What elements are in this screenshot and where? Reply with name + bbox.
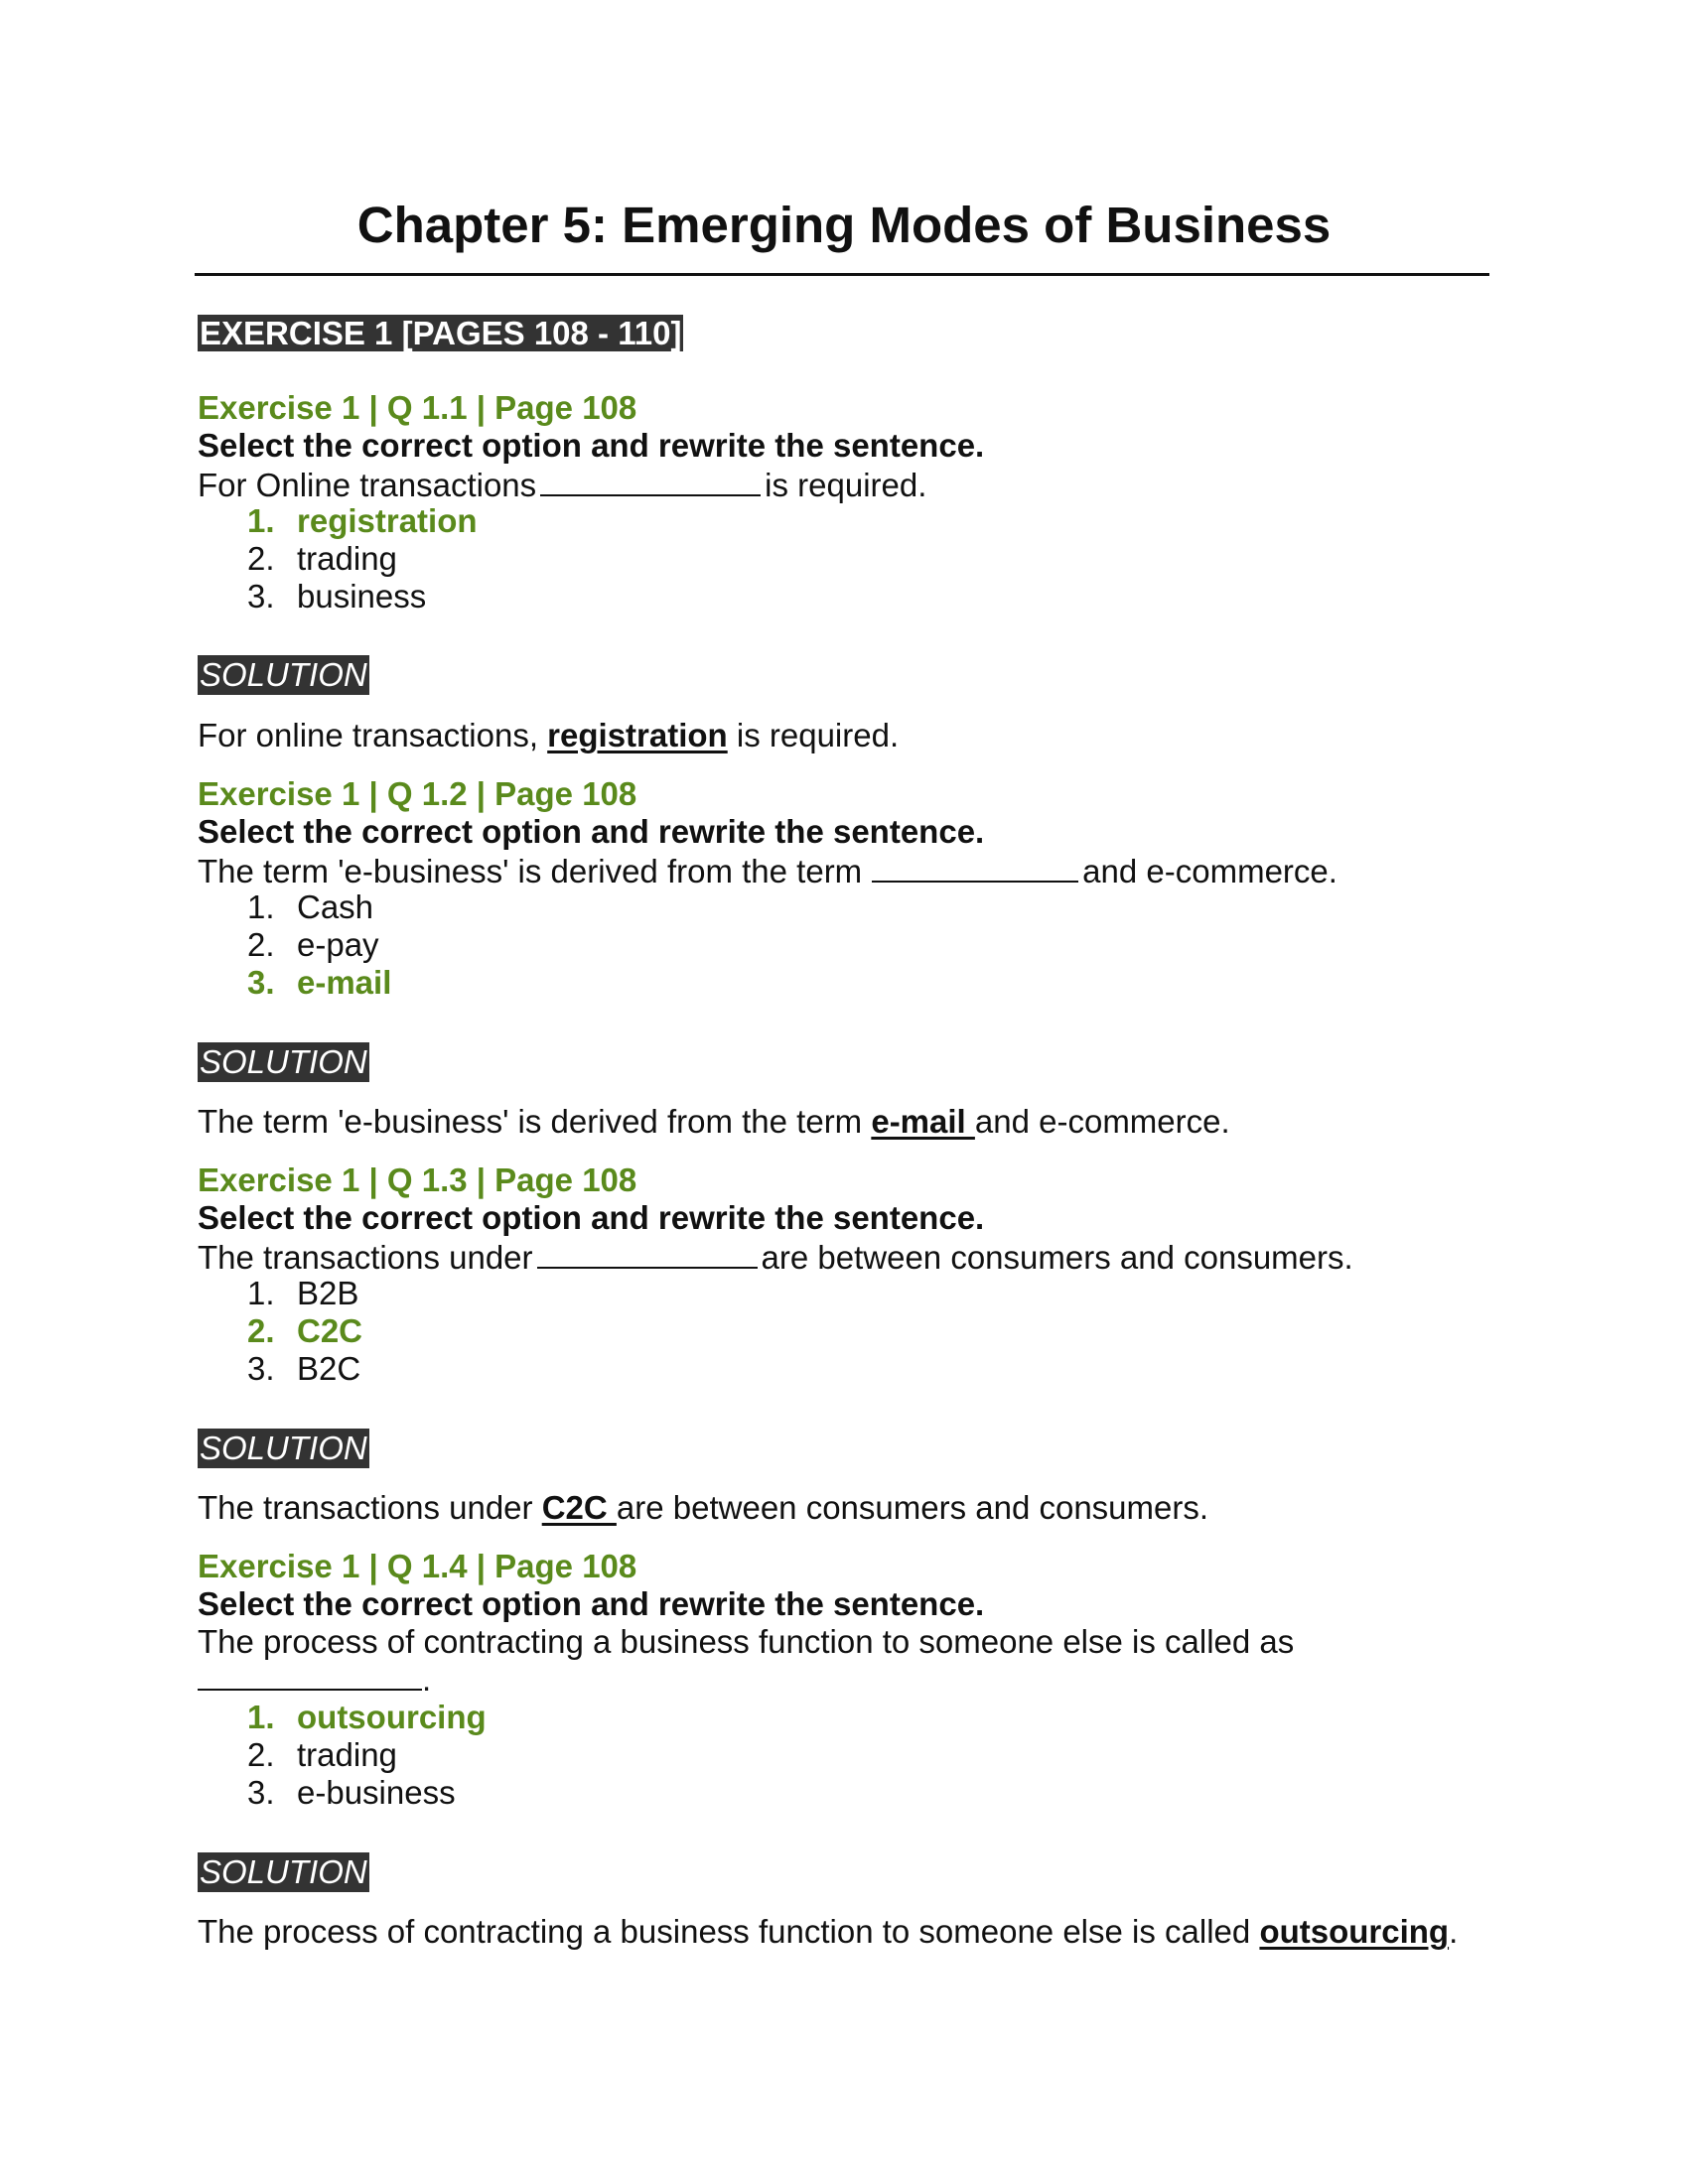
question-instruction: Select the correct option and rewrite the sentence.: [198, 1199, 985, 1236]
question-text-continued: [198, 1661, 1508, 1699]
question-heading: Exercise 1 | Q 1.2 | Page 108: [198, 775, 637, 812]
option-number: 2.: [247, 1312, 275, 1349]
question-heading: Exercise 1 | Q 1.4 | Page 108: [198, 1548, 637, 1584]
option-number: 1.: [247, 1275, 275, 1311]
solution-label: SOLUTION: [200, 1043, 367, 1080]
solution-text-before: The process of contracting a business function to someone else is called: [198, 1913, 1260, 1950]
question-block: [198, 775, 1508, 1002]
option-number: 3.: [247, 578, 275, 614]
solution-label: SOLUTION: [200, 1430, 367, 1466]
option-number: 1.: [247, 888, 275, 925]
question-instruction: Select the correct option and rewrite the sentence.: [198, 813, 985, 850]
fill-in-blank: [537, 1237, 758, 1269]
solution-answer: C2C: [541, 1489, 617, 1526]
solution-text-before: The term 'e-business' is derived from the term: [198, 1103, 872, 1140]
option-correct: [247, 964, 1508, 1002]
options-list: [198, 888, 1508, 1002]
solution-label: SOLUTION: [200, 656, 367, 693]
option-label: business: [297, 578, 427, 614]
solution-text-after: are between consumers and consumers.: [616, 1489, 1209, 1526]
option-correct: [247, 1312, 1508, 1350]
question-text-after: are between consumers and consumers.: [761, 1239, 1353, 1276]
option-label: B2B: [297, 1275, 359, 1311]
question-text-before: The transactions under: [198, 1239, 533, 1276]
option-number: 2.: [247, 926, 275, 963]
solution-text: [198, 1488, 1208, 1528]
solution-answer: outsourcing: [1259, 1913, 1450, 1950]
option-label: Cash: [297, 888, 374, 925]
title-divider: [195, 273, 1489, 276]
option-label: outsourcing: [297, 1699, 487, 1735]
solution-text-after: is required.: [727, 717, 900, 753]
option-number: 2.: [247, 540, 275, 577]
fill-in-blank: [540, 465, 761, 496]
question-block: [198, 1548, 1508, 1812]
question-heading: Exercise 1 | Q 1.1 | Page 108: [198, 389, 637, 426]
option-label: registration: [297, 502, 478, 539]
option: [247, 1350, 1508, 1388]
solution-answer: registration: [547, 717, 728, 753]
options-list: [198, 502, 1508, 615]
solution-text: [198, 716, 899, 755]
option-label: B2C: [297, 1350, 361, 1387]
question-text-after: is required.: [765, 467, 927, 503]
options-list: [198, 1699, 1508, 1812]
question-heading: Exercise 1 | Q 1.3 | Page 108: [198, 1161, 637, 1198]
option: [247, 1275, 1508, 1312]
question-block: [198, 389, 1508, 615]
exercise-heading: EXERCISE 1 [PAGES 108 - 110]: [200, 315, 682, 351]
option-label: trading: [297, 1736, 397, 1773]
question-text-after: .: [422, 1661, 432, 1698]
question-text-before: The term 'e-business' is derived from the term: [198, 853, 863, 889]
solution-text-after: .: [1449, 1913, 1459, 1950]
solution-answer: e-mail: [871, 1103, 975, 1140]
option-number: 1.: [247, 1699, 275, 1735]
solution-text-before: The transactions under: [198, 1489, 542, 1526]
option: [247, 888, 1508, 926]
question-text: [198, 465, 1508, 502]
option-number: 3.: [247, 1774, 275, 1811]
option: [247, 1774, 1508, 1812]
option: [247, 1736, 1508, 1774]
fill-in-blank: [872, 851, 1078, 883]
options-list: [198, 1275, 1508, 1388]
question-text-after: and e-commerce.: [1082, 853, 1337, 889]
question-instruction: Select the correct option and rewrite the sentence.: [198, 1585, 985, 1622]
fill-in-blank: [198, 1661, 422, 1691]
solution-text: [198, 1102, 1230, 1142]
option-label: e-mail: [297, 964, 392, 1001]
option-number: 2.: [247, 1736, 275, 1773]
option-correct: [247, 1699, 1508, 1736]
option-label: e-pay: [297, 926, 379, 963]
option: [247, 540, 1508, 578]
option: [247, 578, 1508, 615]
question-text: [198, 1237, 1508, 1275]
option-number: 3.: [247, 1350, 275, 1387]
solution-text-after: and e-commerce.: [974, 1103, 1230, 1140]
question-text: [198, 851, 1508, 888]
solution-text-before: For online transactions,: [198, 717, 548, 753]
option-label: e-business: [297, 1774, 456, 1811]
question-block: [198, 1161, 1508, 1388]
question-instruction: Select the correct option and rewrite the sentence.: [198, 427, 985, 464]
option-number: 3.: [247, 964, 275, 1001]
solution-text: [198, 1912, 1458, 1952]
question-text: The process of contracting a business function to someone else is called as: [198, 1623, 1295, 1660]
option-correct: [247, 502, 1508, 540]
option: [247, 926, 1508, 964]
option-label: C2C: [297, 1312, 363, 1349]
question-text-before: For Online transactions: [198, 467, 537, 503]
solution-label: SOLUTION: [200, 1853, 367, 1890]
option-label: trading: [297, 540, 397, 577]
chapter-title: Chapter 5: Emerging Modes of Business: [356, 197, 1332, 253]
option-number: 1.: [247, 502, 275, 539]
